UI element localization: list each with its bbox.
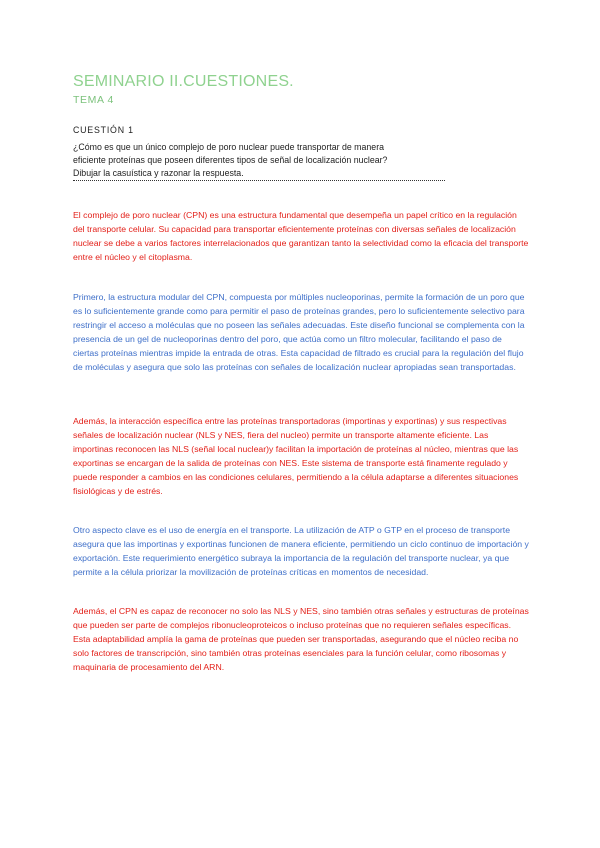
answer-paragraph-5: Además, el CPN es capaz de reconocer no solo las NLS y NES, sino también otras señales y estructuras de proteínas que pueden ser parte de complejos ribonucleoproteicos o incluso proteínas que no requieren señales específicas. Esta adaptabilidad amplía la gama de proteínas que pueden ser transportadas, asegurando que el núcleo reciba no solo factores de transcripción, sino también otras proteínas esenciales para la función celular, como ribosomas y maquinaria de procesamiento del ARN. [73,606,529,672]
dotted-separator [73,180,445,181]
answer-paragraph-4: Otro aspecto clave es el uso de energía en el transporte. La utilización de ATP o GTP en el proceso de transporte asegura que las importinas y exportinas funcionen de manera eficiente, permitiendo un ciclo continuo de importación y exportación. Este requerimiento energético subraya la importancia de la regulación del transporte nuclear, ya que permite a la célula priorizar la movilización de proteínas críticas en momentos de necesidad. [73,525,529,577]
question-text [73,141,533,180]
question-line: Dibujar la casuística y razonar la respuesta. [73,168,244,178]
answer-paragraph-2: Primero, la estructura modular del CPN, compuesta por múltiples nucleoporinas, permite la formación de un poro que es lo suficientemente grande como para permitir el paso de proteínas grandes, pero lo suficientemente selectivo para restringir el acceso a moléculas que no poseen las señales adecuadas. Este diseño funcional se complementa con la presencia de un gel de nucleoporinas dentro del poro, que actúa como un filtro molecular, facilitando el paso de ciertas proteínas mientras impide la entrada de otras. Esta capacidad de filtrado es crucial para la regulación del flujo de moléculas y asegura que solo las proteínas con señales de localización nuclear apropiadas sean transportadas. [73,292,525,372]
answer-paragraph-3: Además, la interacción específica entre las proteínas transportadoras (importinas y exportinas) y sus respectivas señales de localización nuclear (NLS y NES, fiera del nucleo) permite un transporte altamente eficiente. Las importinas reconocen las NLS (señal local nuclear)y facilitan la importación de proteínas al núcleo, mientras que las exportinas se encargan de la salida de proteínas con NES. Este sistema de transporte está finamente regulado y puede responder a cambios en las condiciones celulares, permitiendo a la célula adaptarse a diferentes situaciones fisiológicas y de estrés. [73,416,519,496]
question-line: ¿Cómo es que un único complejo de poro nuclear puede transportar de manera [73,142,385,152]
answer-paragraph-1: El complejo de poro nuclear (CPN) es una estructura fundamental que desempeña un papel crítico en la regulación del transporte celular. Su capacidad para transportar eficientemente proteínas con diversas señales de localización nuclear se debe a varios factores interrelacionados que garantizan tanto la selectividad como la eficacia del transporte entre el núcleo y el citoplasma. [73,210,529,262]
page-subtitle: TEMA 4 [73,94,114,106]
question-line: eficiente proteínas que poseen diferentes tipos de señal de localización nuclear? [73,155,388,165]
question-heading: CUESTIÓN 1 [73,125,134,135]
page-title: SEMINARIO II.CUESTIONES. [73,73,294,90]
